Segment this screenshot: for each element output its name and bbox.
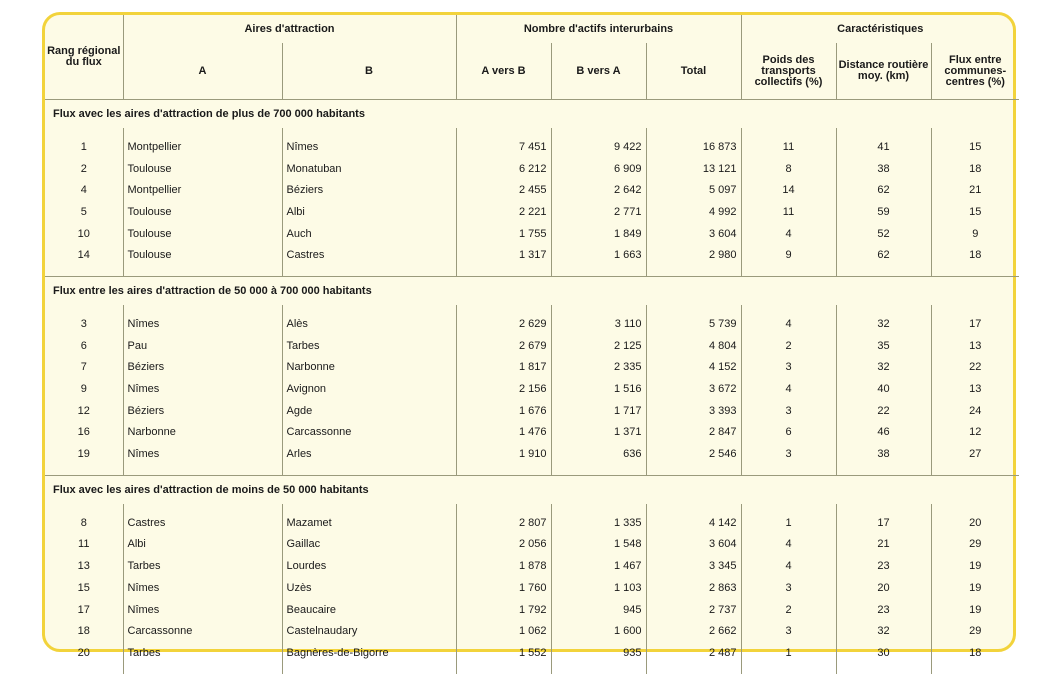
spacer-cell	[646, 664, 741, 674]
cell-rang: 15	[77, 581, 90, 594]
spacer-cell	[836, 305, 931, 313]
cell-rang: 4	[80, 184, 87, 197]
cell-aire-b: Mazamet	[282, 512, 456, 534]
spacer-cell	[45, 465, 123, 476]
cell-total: 2 662	[646, 620, 741, 642]
cell-rang: 17	[77, 603, 90, 616]
cell-distance: 23	[836, 599, 931, 621]
cell-total: 2 487	[646, 642, 741, 664]
table-row	[45, 534, 1019, 556]
spacer-cell	[45, 504, 123, 512]
cell-poids: 6	[741, 422, 836, 444]
cell-rang: 1	[80, 140, 87, 153]
cell-total: 3 672	[646, 378, 741, 400]
cell-rang: 7	[80, 361, 87, 374]
header-aires: Aires d'attraction	[123, 15, 456, 43]
cell-aire-b: Narbonne	[282, 357, 456, 379]
table-row	[45, 422, 1019, 444]
section-spacer	[45, 128, 1019, 136]
section-spacer	[45, 465, 1019, 476]
spacer-cell	[45, 266, 123, 277]
cell-flux-entre: 19	[931, 599, 1019, 621]
cell-poids: 3	[741, 577, 836, 599]
cell-total: 2 737	[646, 599, 741, 621]
cell-flux-entre: 27	[931, 443, 1019, 465]
cell-aire-a: Nîmes	[123, 599, 282, 621]
cell-a-vers-b: 1 760	[456, 577, 551, 599]
cell-b-vers-a: 3 110	[551, 313, 646, 335]
cell-flux-entre: 18	[931, 642, 1019, 664]
spacer-cell	[123, 128, 282, 136]
cell-distance: 32	[836, 313, 931, 335]
cell-poids: 11	[741, 136, 836, 158]
cell-aire-a: Béziers	[123, 357, 282, 379]
table-row	[45, 201, 1019, 223]
table-row	[45, 335, 1019, 357]
cell-aire-b: Béziers	[282, 179, 456, 201]
spacer-cell	[123, 266, 282, 277]
cell-poids: 2	[741, 335, 836, 357]
spacer-cell	[282, 504, 456, 512]
cell-a-vers-b: 2 455	[456, 179, 551, 201]
cell-poids: 9	[741, 244, 836, 266]
spacer-cell	[836, 504, 931, 512]
cell-aire-b: Castelnaudary	[282, 620, 456, 642]
cell-aire-a: Castres	[123, 512, 282, 534]
cell-aire-b: Bagnères-de-Bigorre	[282, 642, 456, 664]
cell-rang: 2	[80, 162, 87, 175]
cell-distance: 21	[836, 534, 931, 556]
cell-a-vers-b: 1 817	[456, 357, 551, 379]
spacer-cell	[836, 465, 931, 476]
table-row	[45, 577, 1019, 599]
cell-b-vers-a: 2 771	[551, 201, 646, 223]
cell-aire-a: Toulouse	[123, 223, 282, 245]
spacer-cell	[282, 266, 456, 277]
spacer-cell	[741, 504, 836, 512]
cell-poids: 3	[741, 620, 836, 642]
cell-distance: 32	[836, 357, 931, 379]
cell-distance: 38	[836, 158, 931, 180]
cell-flux-entre: 29	[931, 534, 1019, 556]
cell-total: 13 121	[646, 158, 741, 180]
cell-flux-entre: 19	[931, 555, 1019, 577]
cell-total: 16 873	[646, 136, 741, 158]
cell-distance: 17	[836, 512, 931, 534]
table-frame	[42, 12, 1016, 659]
header-poids: Poids des transports collectifs (%)	[741, 43, 836, 100]
section-title: Flux avec les aires d'attraction de moins de 50 000 habitants	[45, 475, 1019, 504]
cell-rang: 9	[80, 383, 87, 396]
cell-poids: 4	[741, 223, 836, 245]
cell-rang: 5	[80, 205, 87, 218]
cell-flux-entre: 9	[931, 223, 1019, 245]
section-header	[45, 277, 1019, 306]
cell-a-vers-b: 1 910	[456, 443, 551, 465]
section-header	[45, 100, 1019, 129]
spacer-cell	[456, 465, 551, 476]
cell-a-vers-b: 1 317	[456, 244, 551, 266]
spacer-cell	[931, 465, 1019, 476]
header-nombre: Nombre d'actifs interurbains	[456, 15, 741, 43]
cell-a-vers-b: 6 212	[456, 158, 551, 180]
cell-aire-a: Nîmes	[123, 313, 282, 335]
cell-distance: 35	[836, 335, 931, 357]
cell-aire-a: Albi	[123, 534, 282, 556]
cell-total: 3 345	[646, 555, 741, 577]
cell-poids: 3	[741, 400, 836, 422]
section-title: Flux entre les aires d'attraction de 50 000 à 700 000 habitants	[45, 277, 1019, 306]
flux-table	[45, 15, 1019, 674]
cell-aire-b: Agde	[282, 400, 456, 422]
cell-flux-entre: 17	[931, 313, 1019, 335]
cell-poids: 2	[741, 599, 836, 621]
section-spacer	[45, 504, 1019, 512]
cell-b-vers-a: 1 600	[551, 620, 646, 642]
table-row	[45, 179, 1019, 201]
spacer-cell	[123, 664, 282, 674]
spacer-cell	[741, 664, 836, 674]
table-row	[45, 620, 1019, 642]
cell-a-vers-b: 7 451	[456, 136, 551, 158]
spacer-cell	[551, 266, 646, 277]
cell-aire-a: Béziers	[123, 400, 282, 422]
spacer-cell	[931, 664, 1019, 674]
section-spacer	[45, 266, 1019, 277]
cell-aire-b: Lourdes	[282, 555, 456, 577]
spacer-cell	[45, 664, 123, 674]
table-row	[45, 313, 1019, 335]
spacer-cell	[741, 465, 836, 476]
table-row	[45, 378, 1019, 400]
cell-flux-entre: 18	[931, 244, 1019, 266]
spacer-cell	[282, 664, 456, 674]
cell-flux-entre: 15	[931, 201, 1019, 223]
cell-total: 5 097	[646, 179, 741, 201]
spacer-cell	[741, 128, 836, 136]
cell-total: 4 142	[646, 512, 741, 534]
cell-aire-a: Pau	[123, 335, 282, 357]
cell-a-vers-b: 1 676	[456, 400, 551, 422]
table-row	[45, 244, 1019, 266]
cell-distance: 20	[836, 577, 931, 599]
cell-rang: 14	[77, 249, 90, 262]
header-total: Total	[646, 43, 741, 100]
header-a: A	[123, 43, 282, 100]
cell-poids: 11	[741, 201, 836, 223]
cell-aire-b: Tarbes	[282, 335, 456, 357]
cell-b-vers-a: 935	[551, 642, 646, 664]
cell-a-vers-b: 1 062	[456, 620, 551, 642]
cell-aire-b: Albi	[282, 201, 456, 223]
cell-aire-b: Uzès	[282, 577, 456, 599]
header-b-vers-a: B vers A	[551, 43, 646, 100]
cell-poids: 4	[741, 313, 836, 335]
section-title: Flux avec les aires d'attraction de plus de 700 000 habitants	[53, 108, 365, 120]
cell-b-vers-a: 6 909	[551, 158, 646, 180]
cell-flux-entre: 22	[931, 357, 1019, 379]
cell-aire-b: Monatuban	[282, 158, 456, 180]
cell-aire-b: Avignon	[282, 378, 456, 400]
spacer-cell	[836, 128, 931, 136]
cell-total: 2 863	[646, 577, 741, 599]
header-a-vers-b: A vers B	[456, 43, 551, 100]
cell-poids: 3	[741, 357, 836, 379]
spacer-cell	[551, 128, 646, 136]
cell-aire-a: Nîmes	[123, 577, 282, 599]
cell-poids: 3	[741, 443, 836, 465]
cell-aire-a: Toulouse	[123, 158, 282, 180]
cell-aire-a: Tarbes	[123, 555, 282, 577]
cell-poids: 1	[741, 642, 836, 664]
cell-rang: 8	[80, 516, 87, 529]
spacer-cell	[123, 465, 282, 476]
cell-aire-a: Nîmes	[123, 443, 282, 465]
spacer-cell	[551, 465, 646, 476]
cell-aire-b: Castres	[282, 244, 456, 266]
cell-aire-a: Montpellier	[123, 136, 282, 158]
cell-poids: 4	[741, 534, 836, 556]
cell-a-vers-b: 2 056	[456, 534, 551, 556]
spacer-cell	[931, 305, 1019, 313]
spacer-cell	[45, 128, 123, 136]
cell-distance: 22	[836, 400, 931, 422]
table-row	[45, 158, 1019, 180]
spacer-cell	[45, 305, 123, 313]
spacer-cell	[836, 266, 931, 277]
cell-b-vers-a: 1 335	[551, 512, 646, 534]
header-b: B	[282, 43, 456, 100]
spacer-cell	[551, 504, 646, 512]
cell-aire-a: Nîmes	[123, 378, 282, 400]
cell-b-vers-a: 2 335	[551, 357, 646, 379]
cell-flux-entre: 29	[931, 620, 1019, 642]
cell-total: 2 546	[646, 443, 741, 465]
cell-rang: 20	[77, 646, 90, 659]
table-row	[45, 136, 1019, 158]
cell-total: 2 847	[646, 422, 741, 444]
cell-aire-b: Beaucaire	[282, 599, 456, 621]
cell-poids: 8	[741, 158, 836, 180]
cell-rang: 19	[77, 448, 90, 461]
cell-rang: 10	[77, 227, 90, 240]
table-row	[45, 357, 1019, 379]
cell-a-vers-b: 1 792	[456, 599, 551, 621]
cell-flux-entre: 12	[931, 422, 1019, 444]
cell-a-vers-b: 1 878	[456, 555, 551, 577]
cell-b-vers-a: 1 548	[551, 534, 646, 556]
cell-a-vers-b: 1 755	[456, 223, 551, 245]
spacer-cell	[646, 266, 741, 277]
cell-rang: 16	[77, 426, 90, 439]
cell-total: 4 804	[646, 335, 741, 357]
cell-flux-entre: 18	[931, 158, 1019, 180]
cell-distance: 62	[836, 179, 931, 201]
spacer-cell	[551, 305, 646, 313]
cell-distance: 59	[836, 201, 931, 223]
cell-total: 3 393	[646, 400, 741, 422]
cell-distance: 30	[836, 642, 931, 664]
cell-flux-entre: 24	[931, 400, 1019, 422]
cell-poids: 4	[741, 555, 836, 577]
spacer-cell	[456, 305, 551, 313]
cell-distance: 52	[836, 223, 931, 245]
table-row	[45, 512, 1019, 534]
cell-b-vers-a: 1 103	[551, 577, 646, 599]
cell-a-vers-b: 2 679	[456, 335, 551, 357]
cell-aire-b: Carcassonne	[282, 422, 456, 444]
cell-aire-b: Gaillac	[282, 534, 456, 556]
cell-distance: 23	[836, 555, 931, 577]
spacer-cell	[836, 664, 931, 674]
cell-total: 5 739	[646, 313, 741, 335]
table-header	[45, 15, 1019, 100]
cell-a-vers-b: 2 807	[456, 512, 551, 534]
spacer-cell	[646, 128, 741, 136]
cell-distance: 40	[836, 378, 931, 400]
cell-b-vers-a: 1 717	[551, 400, 646, 422]
table-row	[45, 599, 1019, 621]
section-header	[45, 475, 1019, 504]
section-spacer	[45, 305, 1019, 313]
table-row	[45, 555, 1019, 577]
cell-aire-a: Tarbes	[123, 642, 282, 664]
cell-b-vers-a: 1 516	[551, 378, 646, 400]
cell-b-vers-a: 2 125	[551, 335, 646, 357]
cell-a-vers-b: 2 629	[456, 313, 551, 335]
cell-poids: 4	[741, 378, 836, 400]
cell-flux-entre: 21	[931, 179, 1019, 201]
cell-flux-entre: 20	[931, 512, 1019, 534]
cell-a-vers-b: 1 476	[456, 422, 551, 444]
spacer-cell	[646, 504, 741, 512]
spacer-cell	[282, 465, 456, 476]
cell-distance: 41	[836, 136, 931, 158]
spacer-cell	[931, 504, 1019, 512]
spacer-cell	[456, 664, 551, 674]
cell-b-vers-a: 9 422	[551, 136, 646, 158]
cell-aire-a: Narbonne	[123, 422, 282, 444]
cell-aire-b: Nîmes	[282, 136, 456, 158]
cell-aire-a: Montpellier	[123, 179, 282, 201]
cell-total: 2 980	[646, 244, 741, 266]
cell-aire-b: Alès	[282, 313, 456, 335]
cell-distance: 46	[836, 422, 931, 444]
cell-rang: 11	[78, 538, 90, 551]
spacer-cell	[741, 266, 836, 277]
cell-flux-entre: 13	[931, 335, 1019, 357]
cell-b-vers-a: 1 849	[551, 223, 646, 245]
table-body	[45, 100, 1019, 674]
cell-flux-entre: 13	[931, 378, 1019, 400]
cell-a-vers-b: 2 156	[456, 378, 551, 400]
table-row	[45, 642, 1019, 664]
cell-aire-a: Toulouse	[123, 201, 282, 223]
spacer-cell	[551, 664, 646, 674]
table-row	[45, 443, 1019, 465]
spacer-cell	[282, 128, 456, 136]
cell-rang: 6	[80, 339, 87, 352]
table-row	[45, 400, 1019, 422]
spacer-cell	[741, 305, 836, 313]
table-row	[45, 223, 1019, 245]
spacer-cell	[456, 128, 551, 136]
cell-poids: 14	[741, 179, 836, 201]
cell-distance: 38	[836, 443, 931, 465]
cell-rang: 3	[80, 317, 87, 330]
cell-a-vers-b: 2 221	[456, 201, 551, 223]
cell-aire-b: Auch	[282, 223, 456, 245]
header-flux-entre: Flux entre communes-centres (%)	[931, 43, 1019, 100]
cell-aire-a: Carcassonne	[123, 620, 282, 642]
spacer-cell	[646, 465, 741, 476]
cell-total: 3 604	[646, 223, 741, 245]
cell-rang: 12	[77, 404, 90, 417]
cell-b-vers-a: 945	[551, 599, 646, 621]
cell-rang: 18	[77, 625, 90, 638]
cell-b-vers-a: 1 371	[551, 422, 646, 444]
spacer-cell	[931, 266, 1019, 277]
cell-a-vers-b: 1 552	[456, 642, 551, 664]
cell-distance: 62	[836, 244, 931, 266]
cell-b-vers-a: 636	[551, 443, 646, 465]
header-distance: Distance routière moy. (km)	[836, 43, 931, 100]
spacer-cell	[456, 266, 551, 277]
cell-b-vers-a: 1 663	[551, 244, 646, 266]
cell-distance: 32	[836, 620, 931, 642]
header-rang: Rang régional du flux	[45, 15, 123, 100]
spacer-cell	[282, 305, 456, 313]
spacer-cell	[456, 504, 551, 512]
cell-poids: 1	[741, 512, 836, 534]
cell-total: 4 992	[646, 201, 741, 223]
spacer-cell	[646, 305, 741, 313]
section-spacer	[45, 664, 1019, 674]
spacer-cell	[931, 128, 1019, 136]
header-caracteristiques: Caractéristiques	[741, 15, 1019, 43]
cell-aire-a: Toulouse	[123, 244, 282, 266]
cell-total: 3 604	[646, 534, 741, 556]
cell-rang: 13	[77, 560, 90, 573]
cell-total: 4 152	[646, 357, 741, 379]
cell-flux-entre: 15	[931, 136, 1019, 158]
cell-b-vers-a: 2 642	[551, 179, 646, 201]
cell-aire-b: Arles	[282, 443, 456, 465]
spacer-cell	[123, 504, 282, 512]
spacer-cell	[123, 305, 282, 313]
cell-b-vers-a: 1 467	[551, 555, 646, 577]
cell-flux-entre: 19	[931, 577, 1019, 599]
